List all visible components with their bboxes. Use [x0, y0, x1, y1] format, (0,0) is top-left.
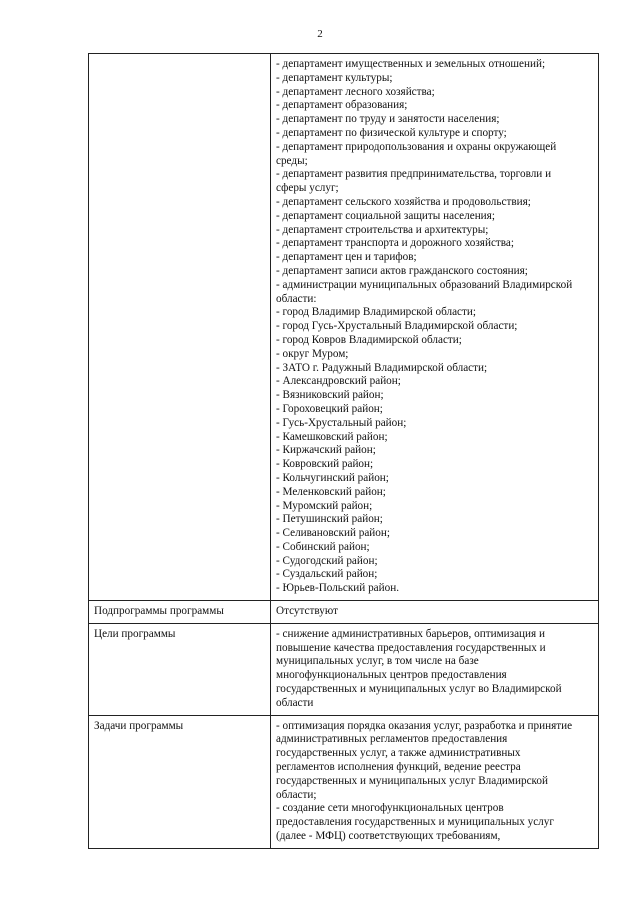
- text-line: - Гороховецкий район;: [276, 402, 383, 415]
- row-label: [89, 54, 271, 601]
- text-line: области:: [276, 292, 317, 305]
- text-line: - департамент развития предпринимательства, торговли и: [276, 168, 552, 181]
- tasks-text: [271, 715, 599, 848]
- page-number: 2: [317, 28, 323, 40]
- text-line: - департамент имущественных и земельных отношений;: [276, 58, 546, 70]
- text-line: - Суздальский район;: [276, 568, 378, 581]
- text-line: - департамент сельского хозяйства и продовольствия;: [276, 195, 531, 208]
- text-line: - департамент цен и тарифов;: [276, 251, 417, 264]
- text-line: - Муромский район;: [276, 499, 373, 512]
- text-line: - снижение административных барьеров, оптимизация и: [276, 627, 545, 640]
- text-line: среды;: [276, 154, 308, 167]
- text-line: многофункциональных центров предоставления: [276, 669, 507, 682]
- text-line: муниципальных услуг, в том числе на базе: [276, 655, 479, 668]
- text-line: - Петушинский район;: [276, 513, 383, 526]
- text-line: - департамент записи актов гражданского состояния;: [276, 264, 528, 277]
- row-label-subprograms: Подпрограммы программы: [89, 601, 271, 624]
- text-line: - департамент социальной защиты населения;: [276, 209, 495, 222]
- subprograms-value: Отсутствуют: [271, 601, 599, 624]
- text-line: области: [276, 696, 314, 709]
- text-line: административных регламентов предоставления: [276, 733, 508, 746]
- text-line: - Киржачский район;: [276, 444, 376, 457]
- text-line: - город Владимир Владимирской области;: [276, 306, 476, 319]
- goals-text: [271, 623, 599, 715]
- table-row-tasks: [89, 715, 599, 848]
- table-row-executors: [89, 54, 599, 601]
- text-line: - департамент по труду и занятости населения;: [276, 113, 500, 126]
- executors-list: [271, 54, 599, 601]
- text-line: - округ Муром;: [276, 347, 349, 360]
- text-line: - ЗАТО г. Радужный Владимирской области;: [276, 361, 488, 374]
- text-line: - департамент культуры;: [276, 71, 393, 84]
- text-line: - Меленковский район;: [276, 485, 386, 498]
- text-line: сферы услуг;: [276, 182, 339, 195]
- text-line: регламентов исполнения функций, ведение реестра: [276, 761, 521, 774]
- text-line: - Ковровский район;: [276, 458, 374, 471]
- text-line: - Судогодский район;: [276, 554, 378, 567]
- text-line: - департамент по физической культуре и спорту;: [276, 126, 507, 139]
- text-line: области;: [276, 788, 317, 801]
- text-line: - администрации муниципальных образований Владимирской: [276, 278, 573, 291]
- text-line: - Юрьев-Польский район.: [276, 582, 399, 595]
- text-line: - Собинский район;: [276, 540, 370, 553]
- text-line: - Селивановский район;: [276, 527, 390, 540]
- text-line: - создание сети многофункциональных центров: [276, 802, 504, 815]
- text-line: государственных услуг, а также административных: [276, 747, 521, 760]
- text-line: - департамент образования;: [276, 99, 408, 112]
- text-line: - город Ковров Владимирской области;: [276, 333, 462, 346]
- program-passport-table: [88, 53, 599, 849]
- text-line: - Камешковский район;: [276, 430, 388, 443]
- row-label-tasks: Задачи программы: [89, 715, 271, 848]
- text-line: предоставления государственных и муниципальных услуг: [276, 816, 554, 829]
- text-line: - департамент природопользования и охраны окружающей: [276, 140, 557, 153]
- text-line: - Кольчугинский район;: [276, 471, 389, 484]
- text-line: государственных и муниципальных услуг Владимирской: [276, 774, 548, 787]
- text-line: - департамент транспорта и дорожного хозяйства;: [276, 237, 515, 250]
- text-line: - оптимизация порядка оказания услуг, разработка и принятие: [276, 719, 573, 732]
- text-line: (далее - МФЦ) соответствующих требованиям,: [276, 830, 501, 843]
- text-line: - департамент лесного хозяйства;: [276, 85, 435, 98]
- text-line: повышение качества предоставления государственных и: [276, 641, 546, 654]
- text-line: - департамент строительства и архитектуры;: [276, 223, 489, 236]
- table-row-subprograms: [89, 601, 599, 624]
- table-row-goals: [89, 623, 599, 715]
- text-line: - Вязниковский район;: [276, 389, 384, 402]
- text-line: государственных и муниципальных услуг во Владимирской: [276, 683, 562, 696]
- text-line: - Александровский район;: [276, 375, 401, 388]
- text-line: - город Гусь-Хрустальный Владимирской области;: [276, 320, 518, 333]
- text-line: - Гусь-Хрустальный район;: [276, 416, 407, 429]
- row-label-goals: Цели программы: [89, 623, 271, 715]
